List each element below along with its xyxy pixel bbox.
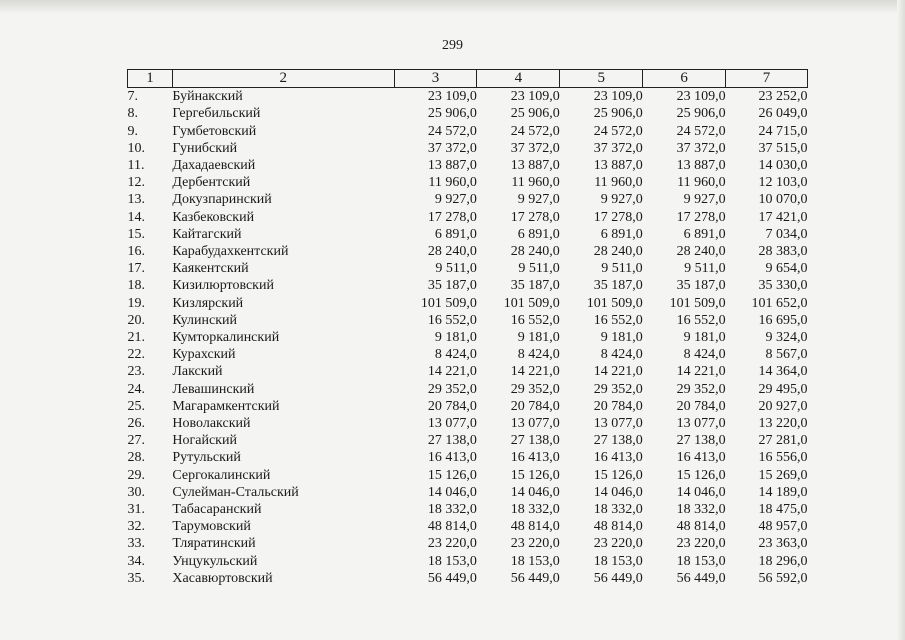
row-number: 31. (127, 502, 145, 518)
value-cell: 101 509,0 (669, 295, 726, 311)
value-cell: 27 138,0 (593, 433, 643, 449)
value-cell: 9 511,0 (684, 261, 726, 277)
row-number: 34. (127, 553, 145, 569)
column-header: 1 (128, 70, 173, 88)
table-row (128, 501, 808, 518)
table-row (128, 174, 808, 191)
value-cell: 37 372,0 (593, 140, 643, 156)
value-cell: 101 509,0 (503, 295, 560, 311)
value-cell: 24 572,0 (676, 123, 726, 139)
column-header: 3 (394, 70, 477, 88)
value-cell: 17 278,0 (510, 209, 560, 225)
value-cell: 14 221,0 (676, 364, 726, 380)
value-cell: 10 070,0 (758, 192, 808, 208)
value-cell: 14 046,0 (593, 484, 643, 500)
value-cell: 23 220,0 (593, 536, 643, 552)
value-cell: 6 891,0 (434, 226, 477, 242)
value-cell: 27 281,0 (758, 433, 808, 449)
value-cell: 23 252,0 (758, 89, 808, 105)
value-cell: 28 240,0 (593, 244, 643, 260)
value-cell: 9 181,0 (517, 330, 560, 346)
value-cell: 23 109,0 (427, 89, 477, 105)
value-cell: 23 363,0 (758, 536, 808, 552)
value-cell: 18 153,0 (593, 553, 643, 569)
table-row (128, 570, 808, 587)
value-cell: 20 784,0 (427, 398, 477, 414)
value-cell: 8 424,0 (517, 347, 560, 363)
value-cell: 35 187,0 (676, 278, 726, 294)
table-row (128, 105, 808, 122)
row-number: 17. (127, 261, 145, 277)
value-cell: 14 221,0 (427, 364, 477, 380)
value-cell: 9 927,0 (434, 192, 477, 208)
value-cell: 8 424,0 (600, 347, 643, 363)
value-cell: 20 784,0 (676, 398, 726, 414)
value-cell: 16 552,0 (676, 312, 726, 328)
value-cell: 9 511,0 (435, 261, 477, 277)
district-name: Кизлярский (172, 295, 244, 311)
row-number: 25. (127, 398, 145, 414)
district-name: Тарумовский (172, 519, 251, 535)
value-cell: 14 030,0 (758, 158, 808, 174)
value-cell: 6 891,0 (683, 226, 726, 242)
value-cell: 56 449,0 (510, 570, 560, 586)
row-number: 24. (127, 381, 145, 397)
value-cell: 25 906,0 (593, 106, 643, 122)
value-cell: 24 572,0 (510, 123, 560, 139)
value-cell: 18 332,0 (593, 502, 643, 518)
value-cell: 15 126,0 (593, 467, 643, 483)
row-number: 7. (127, 89, 138, 105)
value-cell: 9 927,0 (683, 192, 726, 208)
value-cell: 9 654,0 (765, 261, 808, 277)
row-number: 20. (127, 312, 145, 328)
value-cell: 15 269,0 (758, 467, 808, 483)
value-cell: 48 814,0 (510, 519, 560, 535)
value-cell: 16 413,0 (427, 450, 477, 466)
row-number: 21. (127, 330, 145, 346)
district-name: Буйнакский (172, 89, 243, 105)
district-name: Каякентский (172, 261, 249, 277)
value-cell: 16 556,0 (758, 450, 808, 466)
scan-edge-right (897, 0, 905, 640)
row-number: 8. (127, 106, 138, 122)
value-cell: 24 572,0 (593, 123, 643, 139)
value-cell: 9 181,0 (600, 330, 643, 346)
table-header (128, 70, 808, 88)
value-cell: 18 332,0 (510, 502, 560, 518)
value-cell: 9 181,0 (683, 330, 726, 346)
value-cell: 18 296,0 (758, 553, 808, 569)
table-row (128, 484, 808, 501)
value-cell: 8 567,0 (765, 347, 808, 363)
table-row (128, 432, 808, 449)
value-cell: 9 511,0 (601, 261, 643, 277)
value-cell: 7 034,0 (765, 226, 808, 242)
value-cell: 35 187,0 (510, 278, 560, 294)
row-number: 26. (127, 416, 145, 432)
value-cell: 23 220,0 (427, 536, 477, 552)
row-number: 32. (127, 519, 145, 535)
value-cell: 24 715,0 (758, 123, 808, 139)
page-number: 299 (442, 38, 463, 53)
row-number: 10. (127, 140, 145, 156)
table-row (128, 295, 808, 312)
value-cell: 29 352,0 (676, 381, 726, 397)
value-cell: 13 887,0 (427, 158, 477, 174)
value-cell: 23 220,0 (510, 536, 560, 552)
value-cell: 56 449,0 (676, 570, 726, 586)
table-row (128, 88, 808, 106)
value-cell: 29 352,0 (427, 381, 477, 397)
value-cell: 14 046,0 (510, 484, 560, 500)
column-header: 2 (172, 70, 394, 88)
value-cell: 29 352,0 (593, 381, 643, 397)
table-row (128, 535, 808, 552)
table-row (128, 243, 808, 260)
district-name: Магарамкентский (172, 398, 280, 414)
value-cell: 28 240,0 (676, 244, 726, 260)
district-name: Хасавюртовский (172, 570, 273, 586)
value-cell: 9 927,0 (517, 192, 560, 208)
value-cell: 18 153,0 (510, 553, 560, 569)
value-cell: 56 592,0 (758, 570, 808, 586)
value-cell: 28 240,0 (427, 244, 477, 260)
value-cell: 18 153,0 (676, 553, 726, 569)
district-name: Кумторкалинский (172, 330, 280, 346)
table-row (128, 329, 808, 346)
value-cell: 13 887,0 (593, 158, 643, 174)
value-cell: 17 278,0 (427, 209, 477, 225)
value-cell: 20 784,0 (593, 398, 643, 414)
value-cell: 23 220,0 (676, 536, 726, 552)
district-name: Докузпаринский (172, 192, 272, 208)
value-cell: 17 278,0 (593, 209, 643, 225)
value-cell: 18 475,0 (758, 502, 808, 518)
header-row (128, 70, 808, 88)
row-number: 11. (127, 158, 145, 174)
value-cell: 101 652,0 (751, 295, 808, 311)
row-number: 14. (127, 209, 145, 225)
table-row (128, 209, 808, 226)
table-row (128, 260, 808, 277)
table-row (128, 123, 808, 140)
row-number: 18. (127, 278, 145, 294)
district-name: Кизилюртовский (172, 278, 274, 294)
value-cell: 28 383,0 (758, 244, 808, 260)
table-row (128, 191, 808, 208)
row-number: 23. (127, 364, 145, 380)
district-name: Гергебильский (172, 106, 261, 122)
value-cell: 15 126,0 (510, 467, 560, 483)
value-cell: 12 103,0 (758, 175, 808, 191)
value-cell: 13 077,0 (593, 416, 643, 432)
district-name: Табасаранский (172, 502, 262, 518)
value-cell: 56 449,0 (427, 570, 477, 586)
district-name: Кулинский (172, 312, 238, 328)
value-cell: 18 153,0 (427, 553, 477, 569)
table-row (128, 415, 808, 432)
value-cell: 11 960,0 (677, 175, 726, 191)
value-cell: 13 077,0 (427, 416, 477, 432)
value-cell: 13 077,0 (676, 416, 726, 432)
value-cell: 27 138,0 (510, 433, 560, 449)
table-row (128, 140, 808, 157)
value-cell: 16 695,0 (758, 312, 808, 328)
column-header: 4 (477, 70, 560, 88)
row-number: 27. (127, 433, 145, 449)
value-cell: 16 413,0 (593, 450, 643, 466)
value-cell: 14 189,0 (758, 484, 808, 500)
value-cell: 17 421,0 (758, 209, 808, 225)
data-table (127, 69, 808, 587)
district-name: Новолакский (172, 416, 251, 432)
table-row (128, 346, 808, 363)
table-row (128, 157, 808, 174)
district-name: Кайтагский (172, 226, 242, 242)
value-cell: 16 552,0 (427, 312, 477, 328)
value-cell: 8 424,0 (434, 347, 477, 363)
column-header: 5 (560, 70, 643, 88)
value-cell: 9 324,0 (765, 330, 808, 346)
district-name: Ногайский (172, 433, 237, 449)
row-number: 22. (127, 347, 145, 363)
value-cell: 48 814,0 (676, 519, 726, 535)
value-cell: 13 220,0 (758, 416, 808, 432)
value-cell: 37 372,0 (510, 140, 560, 156)
value-cell: 35 187,0 (427, 278, 477, 294)
value-cell: 14 221,0 (510, 364, 560, 380)
row-number: 30. (127, 484, 145, 500)
value-cell: 25 906,0 (676, 106, 726, 122)
value-cell: 20 784,0 (510, 398, 560, 414)
district-name: Рутульский (172, 450, 241, 466)
value-cell: 15 126,0 (676, 467, 726, 483)
table-row (128, 398, 808, 415)
row-number: 12. (127, 175, 145, 191)
table-row (128, 312, 808, 329)
district-name: Дербентский (172, 175, 251, 191)
value-cell: 25 906,0 (510, 106, 560, 122)
value-cell: 14 364,0 (758, 364, 808, 380)
value-cell: 15 126,0 (427, 467, 477, 483)
table-row (128, 449, 808, 466)
value-cell: 14 046,0 (676, 484, 726, 500)
row-number: 15. (127, 226, 145, 242)
district-name: Унцукульский (172, 553, 258, 569)
value-cell: 9 181,0 (434, 330, 477, 346)
district-name: Гунибский (172, 140, 238, 156)
row-number: 33. (127, 536, 145, 552)
row-number: 16. (127, 244, 145, 260)
value-cell: 18 332,0 (427, 502, 477, 518)
value-cell: 35 330,0 (758, 278, 808, 294)
value-cell: 25 906,0 (427, 106, 477, 122)
value-cell: 37 372,0 (427, 140, 477, 156)
district-name: Гумбетовский (172, 123, 257, 139)
value-cell: 37 515,0 (758, 140, 808, 156)
row-number: 13. (127, 192, 145, 208)
value-cell: 23 109,0 (593, 89, 643, 105)
table-row (128, 363, 808, 380)
value-cell: 11 960,0 (511, 175, 560, 191)
table-body (128, 88, 808, 587)
value-cell: 9 927,0 (600, 192, 643, 208)
table-row (128, 518, 808, 535)
table-row (128, 277, 808, 294)
district-name: Дахадаевский (172, 158, 256, 174)
district-name: Левашинский (172, 381, 255, 397)
table-row (128, 226, 808, 243)
value-cell: 48 814,0 (427, 519, 477, 535)
row-number: 19. (127, 295, 145, 311)
row-number: 29. (127, 467, 145, 483)
value-cell: 56 449,0 (593, 570, 643, 586)
value-cell: 8 424,0 (683, 347, 726, 363)
value-cell: 101 509,0 (586, 295, 643, 311)
value-cell: 16 413,0 (676, 450, 726, 466)
table-row (128, 553, 808, 570)
column-header: 6 (643, 70, 726, 88)
table-row (128, 381, 808, 398)
value-cell: 6 891,0 (600, 226, 643, 242)
value-cell: 37 372,0 (676, 140, 726, 156)
value-cell: 14 221,0 (593, 364, 643, 380)
value-cell: 24 572,0 (427, 123, 477, 139)
value-cell: 16 413,0 (510, 450, 560, 466)
district-name: Казбековский (172, 209, 255, 225)
value-cell: 6 891,0 (517, 226, 560, 242)
value-cell: 20 927,0 (758, 398, 808, 414)
value-cell: 17 278,0 (676, 209, 726, 225)
value-cell: 35 187,0 (593, 278, 643, 294)
district-name: Карабудахкентский (172, 244, 289, 260)
value-cell: 28 240,0 (510, 244, 560, 260)
row-number: 28. (127, 450, 145, 466)
value-cell: 29 495,0 (758, 381, 808, 397)
scan-edge-top (0, 0, 905, 14)
district-name: Сулейман-Стальский (172, 484, 299, 500)
value-cell: 29 352,0 (510, 381, 560, 397)
value-cell: 26 049,0 (758, 106, 808, 122)
value-cell: 16 552,0 (593, 312, 643, 328)
value-cell: 16 552,0 (510, 312, 560, 328)
value-cell: 27 138,0 (676, 433, 726, 449)
district-name: Лакский (172, 364, 223, 380)
value-cell: 13 077,0 (510, 416, 560, 432)
value-cell: 11 960,0 (428, 175, 477, 191)
value-cell: 23 109,0 (676, 89, 726, 105)
value-cell: 27 138,0 (427, 433, 477, 449)
district-name: Тляратинский (172, 536, 256, 552)
value-cell: 23 109,0 (510, 89, 560, 105)
value-cell: 101 509,0 (420, 295, 477, 311)
district-name: Сергокалинский (172, 467, 271, 483)
value-cell: 14 046,0 (427, 484, 477, 500)
column-header: 7 (726, 70, 808, 88)
row-number: 9. (127, 123, 138, 139)
value-cell: 18 332,0 (676, 502, 726, 518)
value-cell: 11 960,0 (594, 175, 643, 191)
row-number: 35. (127, 570, 145, 586)
value-cell: 48 814,0 (593, 519, 643, 535)
table-row (128, 467, 808, 484)
value-cell: 13 887,0 (510, 158, 560, 174)
value-cell: 9 511,0 (518, 261, 560, 277)
district-name: Курахский (172, 347, 236, 363)
value-cell: 13 887,0 (676, 158, 726, 174)
value-cell: 48 957,0 (758, 519, 808, 535)
